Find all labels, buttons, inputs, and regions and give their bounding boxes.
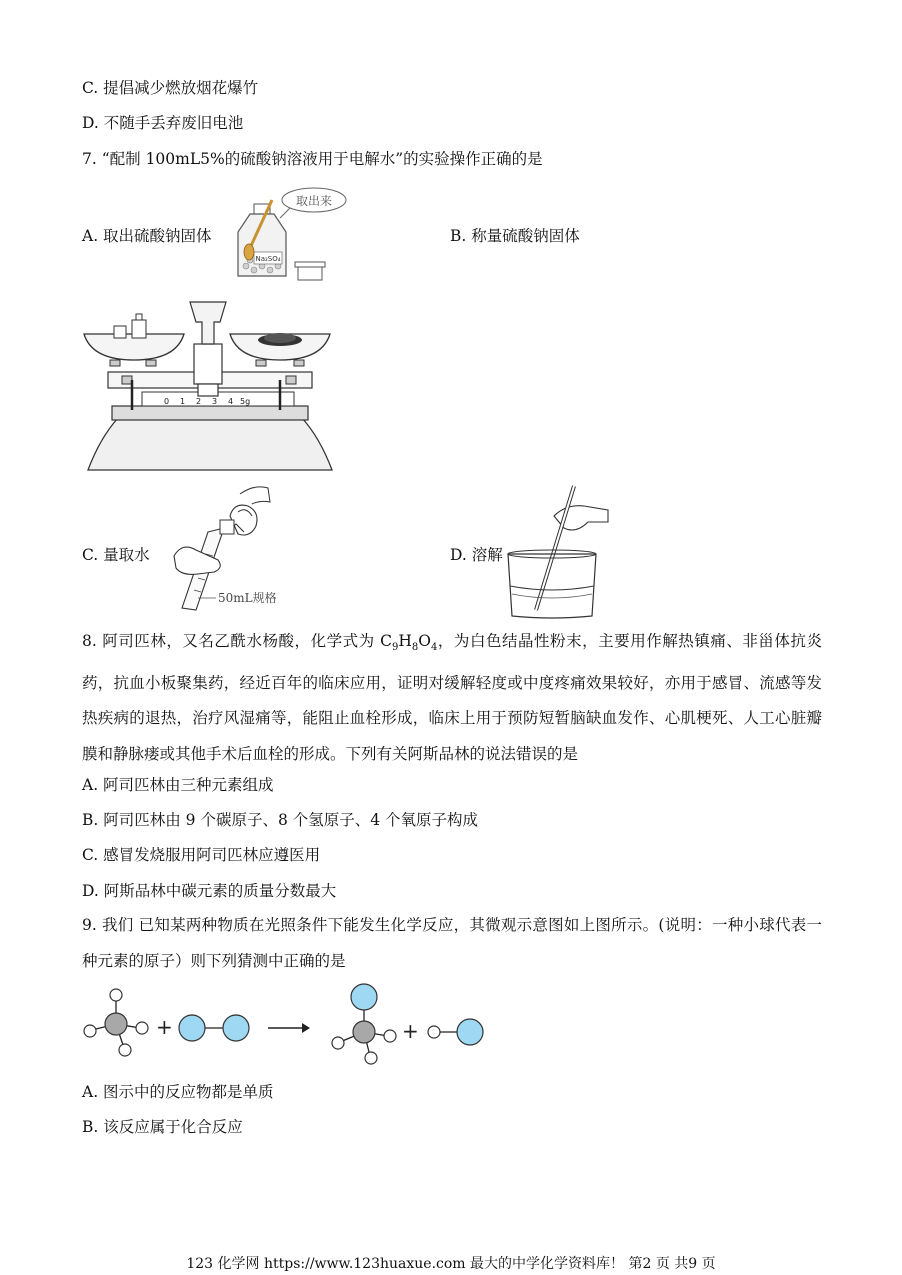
q6-option-d: D. 不随手丢弃废旧电池 [82, 114, 244, 132]
page-footer: 123 化学网 https://www.123huaxue.com 最大的中学化学资料库！ 第2 页 共9 页 [186, 1256, 716, 1272]
balance-scale-figure [80, 298, 340, 478]
q7-option-a: A. 取出硫酸钠固体 [82, 227, 212, 245]
q7-option-b: B. 称量硫酸钠固体 [450, 227, 580, 245]
beaker-dissolve-figure [500, 482, 612, 622]
q8-stem [82, 624, 822, 772]
q9-option-a: A. 图示中的反应物都是单质 [82, 1083, 274, 1101]
q7-option-d: D. 溶解 [450, 546, 503, 564]
q8-option-b: B. 阿司匹林由 9 个碳原子、8 个氢原子、4 个氧原子构成 [82, 811, 479, 829]
q8-formula: $C_9H_8O_4$ [380, 632, 438, 654]
q6-option-c: C. 提倡减少燃放烟花爆竹 [82, 79, 259, 97]
q9-option-b: B. 该反应属于化合反应 [82, 1118, 243, 1136]
q8-stem-pre: 8. 阿司匹林，又名乙酰水杨酸，化学式为 [82, 632, 381, 650]
bottle-label: Na₂SO₄ [255, 255, 281, 263]
reactant-molecule-2 [179, 1015, 249, 1041]
bubble-text: 取出来 [295, 194, 333, 208]
plus-sign-2: + [402, 1019, 419, 1043]
q8-option-a: A. 阿司匹林由三种元素组成 [82, 776, 274, 794]
q9-stem: 9. 我们 已知某两种物质在光照条件下能发生化学反应，其微观示意图如上图所示。(说明：一种小球代表一种元素的原子）则下列猜测中正确的是 [82, 916, 822, 970]
reactant-molecule-1 [84, 989, 148, 1056]
reaction-arrow [268, 1023, 310, 1033]
scale-mark-3: 3 [212, 397, 218, 406]
reaction-diagram [80, 980, 490, 1060]
product-molecule-1 [332, 984, 396, 1064]
scale-mark-1: 1 [180, 397, 186, 406]
q8-option-d: D. 阿斯品林中碳元素的质量分数最大 [82, 882, 337, 900]
q7-stem: 7. “配制 100mL5%的硫酸钠溶液用于电解水”的实验操作正确的是 [82, 150, 543, 168]
measuring-cylinder-figure [168, 484, 278, 616]
plus-sign-1: + [156, 1015, 173, 1039]
q7-option-c: C. 量取水 [82, 546, 150, 564]
cylinder-label: 50mL规格 [218, 591, 277, 605]
q8-stem-post: ，为白色结晶性粉末，主要用作解热镇痛、非甾体抗炎药，抗血小板聚集药，经近百年的临床应用，证明对缓解轻度或中度疼痛效果较好，亦用于感冒、流感等发热疾病的退热，治疗风湿痛等，能阻止血栓形成，临床上用于预防短暂脑缺血发作、心肌梗死、人工心脏瓣膜和静脉瘘或其他手术后血栓的形成。下列有关阿斯品林的说法错误的是 [82, 632, 822, 763]
scale-mark-4: 4 [228, 397, 234, 406]
product-molecule-2 [428, 1019, 483, 1045]
q8-option-c: C. 感冒发烧服用阿司匹林应遵医用 [82, 846, 321, 864]
reagent-bottle-figure [232, 184, 352, 284]
scale-mark-2: 2 [196, 397, 202, 406]
scale-mark-5: 5g [240, 397, 251, 406]
scale-mark-0: 0 [164, 397, 170, 406]
